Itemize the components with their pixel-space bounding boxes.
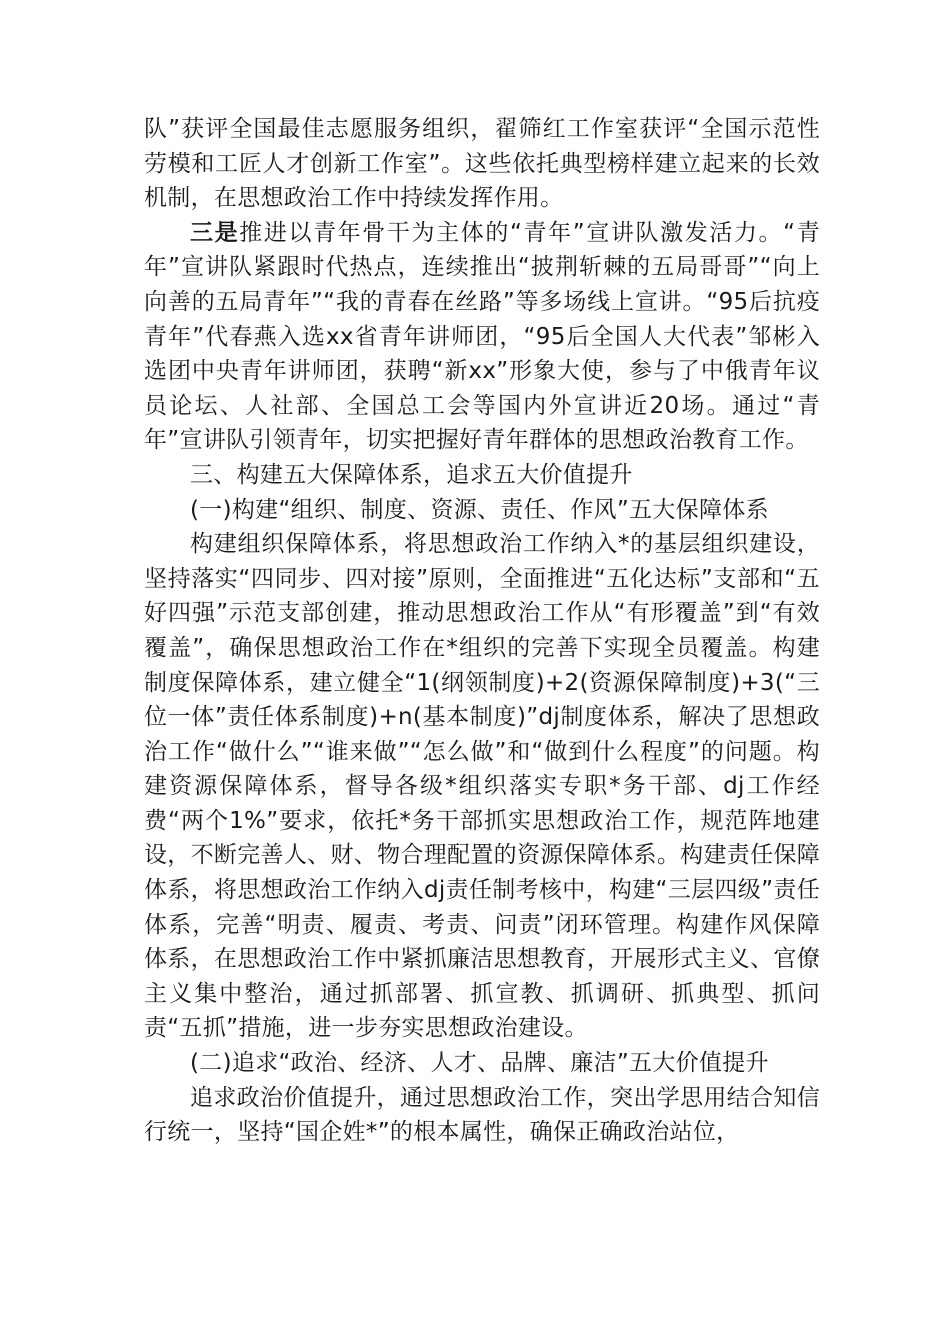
section-heading: 三、构建五大保障体系，追求五大价值提升 [190,461,633,488]
paragraph-guarantee-systems: 构建组织保障体系，将思想政治工作纳入*的基层组织建设，坚持落实“四同步、四对接”原则，全面推进“五化达标”支部和“五好四强”示范支部创建，推动思想政治工作从“有形覆盖”到“有效覆盖”，确保思想政治工作在*组织的完善下实现全员覆盖。构建制度保障体系，建立健全“1(纲领制度)+2(资源保障制度)+3(“三位一体”责任体系制度)+n(基本制度)”dj制度体系，解决了思想政治工作“做什么”“谁来做”“怎么做”和“做到什么程度”的问题。构建资源保障体系，督导各级*组织落实专职*务干部、dj工作经费“两个1%”要求，依托*务干部抓实思想政治工作，规范阵地建设，不断完善人、财、物合理配置的资源保障体系。构建责任保障体系，将思想政治工作纳入dj责任制考核中，构建“三层四级”责任体系，完善“明责、履责、考责、问责”闭环管理。构建作风保障体系，在思想政治工作中紧抓廉洁思想教育，开展形式主义、官僚主义集中整治，通过抓部署、抓宣教、抓调研、抓典型、抓问责“五抓”措施，进一步夯实思想政治建设。 [144,531,820,1042]
paragraph-lead-bold: 三是 [190,219,240,246]
document-body [144,112,820,1150]
paragraph-political-value: 追求政治价值提升，通过思想政治工作，突出学思用结合知信行统一，坚持“国企姓*”的根本属性，确保正确政治站位， [144,1084,820,1146]
paragraph-continuation: 队”获评全国最佳志愿服务组织，翟筛红工作室获评“全国示范性劳模和工匠人才创新工作室”。这些依托典型榜样建立起来的长效机制，在思想政治工作中持续发挥作用。 [144,116,820,212]
paragraph-body: 推进以青年骨干为主体的“青年”宣讲队激发活力。“青年”宣讲队紧跟时代热点，连续推出“披荆斩棘的五局哥哥”“向上向善的五局青年”“我的青春在丝路”等多场线上宣讲。“95后抗疫青年”代春燕入选xx省青年讲师团，“95后全国人大代表”邹彬入选团中央青年讲师团，获聘“新xx”形象大使，参与了中俄青年议员论坛、人社部、全国总工会等国内外宣讲近20场。通过“青年”宣讲队引领青年，切实把握好青年群体的思想政治教育工作。 [144,219,820,454]
subsection-heading-two: (二)追求“政治、经济、人才、品牌、廉洁”五大价值提升 [190,1050,769,1077]
subsection-heading-one: (一)构建“组织、制度、资源、责任、作风”五大保障体系 [190,496,769,523]
paragraph-point-three [144,216,820,458]
